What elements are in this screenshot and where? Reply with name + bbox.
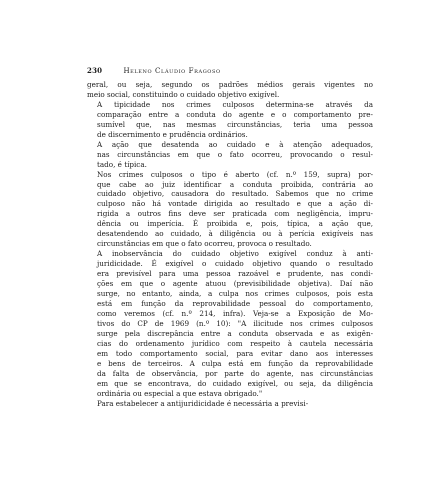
paragraph: [87, 80, 373, 100]
text-line: está em função da reprovabilidade pessoal do comportamento,: [97, 298, 373, 308]
text-line: Nos crimes culposos o tipo é aberto (cf. n.º 159, supra) por-: [97, 169, 373, 179]
text-line: cias do ordenamento jurídico com respeito à cautela necessária: [97, 338, 373, 348]
text-line: como veremos (cf. n.º 214, infra). Veja-se a Exposição de Mo-: [97, 308, 373, 318]
page-number: 230: [87, 66, 103, 75]
text-line: cuidado objetivo, causadora do resultado. Sabemos que no crime: [97, 189, 373, 199]
text-line: desatendendo ao cuidado, à diligência ou à perícia exigíveis nas: [97, 229, 373, 239]
text-line: juridicidade. É exigível o cuidado objetivo quando o resultado: [97, 259, 373, 269]
text-line: nas circunstâncias em que o fato ocorreu, provocando o resul-: [97, 149, 373, 159]
paragraph: [87, 399, 373, 409]
text-line: sumível que, nas mesmas circunstâncias, teria uma pessoa: [97, 119, 373, 129]
text-line: culposo não há vontade dirigida ao resultado e que a ação di-: [97, 199, 373, 209]
text-line: em todo comportamento social, para evitar dano aos interesses: [97, 348, 373, 358]
text-line: tivos do CP de 1969 (n.º 10): "A ilicitude nos crimes culposos: [97, 318, 373, 328]
text-line: meio social, constituindo o cuidado objetivo exigível.: [87, 89, 280, 99]
text-line: de discernimento e prudência ordinários.: [97, 129, 248, 139]
text-line: que cabe ao juiz identificar a conduta proibida, contrária ao: [97, 179, 373, 189]
text-line: surge, no entanto, ainda, a culpa nos crimes culposos, pois esta: [97, 289, 373, 299]
text-line: tado, é típica.: [97, 159, 147, 169]
text-line: circunstâncias em que o fato ocorreu, provoca o resultado.: [97, 239, 312, 249]
body-text: [87, 80, 373, 408]
text-line: e bens de terceiros. A culpa está em função da reprovabilidade: [97, 358, 373, 368]
text-line: era previsível para uma pessoa razoável e prudente, nas condi-: [97, 269, 373, 279]
text-line: ordinária ou especial a que estava obrigado.": [97, 388, 263, 398]
text-line: em que se encontrava, do cuidado exigível, ou seja, da diligência: [97, 378, 373, 388]
paragraph: [87, 100, 373, 140]
paragraph: [87, 170, 373, 250]
text-line: comparação entre a conduta do agente e o comportamento pre-: [97, 109, 373, 119]
text-line: rigida a outros fins deve ser praticada com negligência, impru-: [97, 209, 373, 219]
text-line: da falta de observância, por parte do agente, nas circunstâncias: [97, 368, 373, 378]
text-line: geral, ou seja, segundo os padrões médios gerais vigentes no: [87, 80, 373, 89]
text-line: Para estabelecer a antijuridicidade é necessária a previsi-: [97, 398, 309, 408]
text-line: surge pela discrepância entre a conduta observada e as exigên-: [97, 328, 373, 338]
text-line: A inobservância do cuidado objetivo exigível conduz à anti-: [97, 249, 373, 259]
text-line: A ação que desatenda ao cuidado e à atenção adequados,: [97, 139, 373, 149]
paragraph: [87, 249, 373, 398]
text-line: ções em que o agente atuou (previsibilidade objetiva). Daí não: [97, 279, 373, 289]
text-line: A tipicidade nos crimes culposos determina-se através da: [97, 99, 373, 109]
running-head: Heleno Cláudio Fragoso: [123, 67, 221, 75]
paragraph: [87, 140, 373, 170]
text-line: dência ou imperícia. É proibida e, pois, típica, a ação que,: [97, 219, 373, 229]
page-header: [87, 66, 221, 75]
